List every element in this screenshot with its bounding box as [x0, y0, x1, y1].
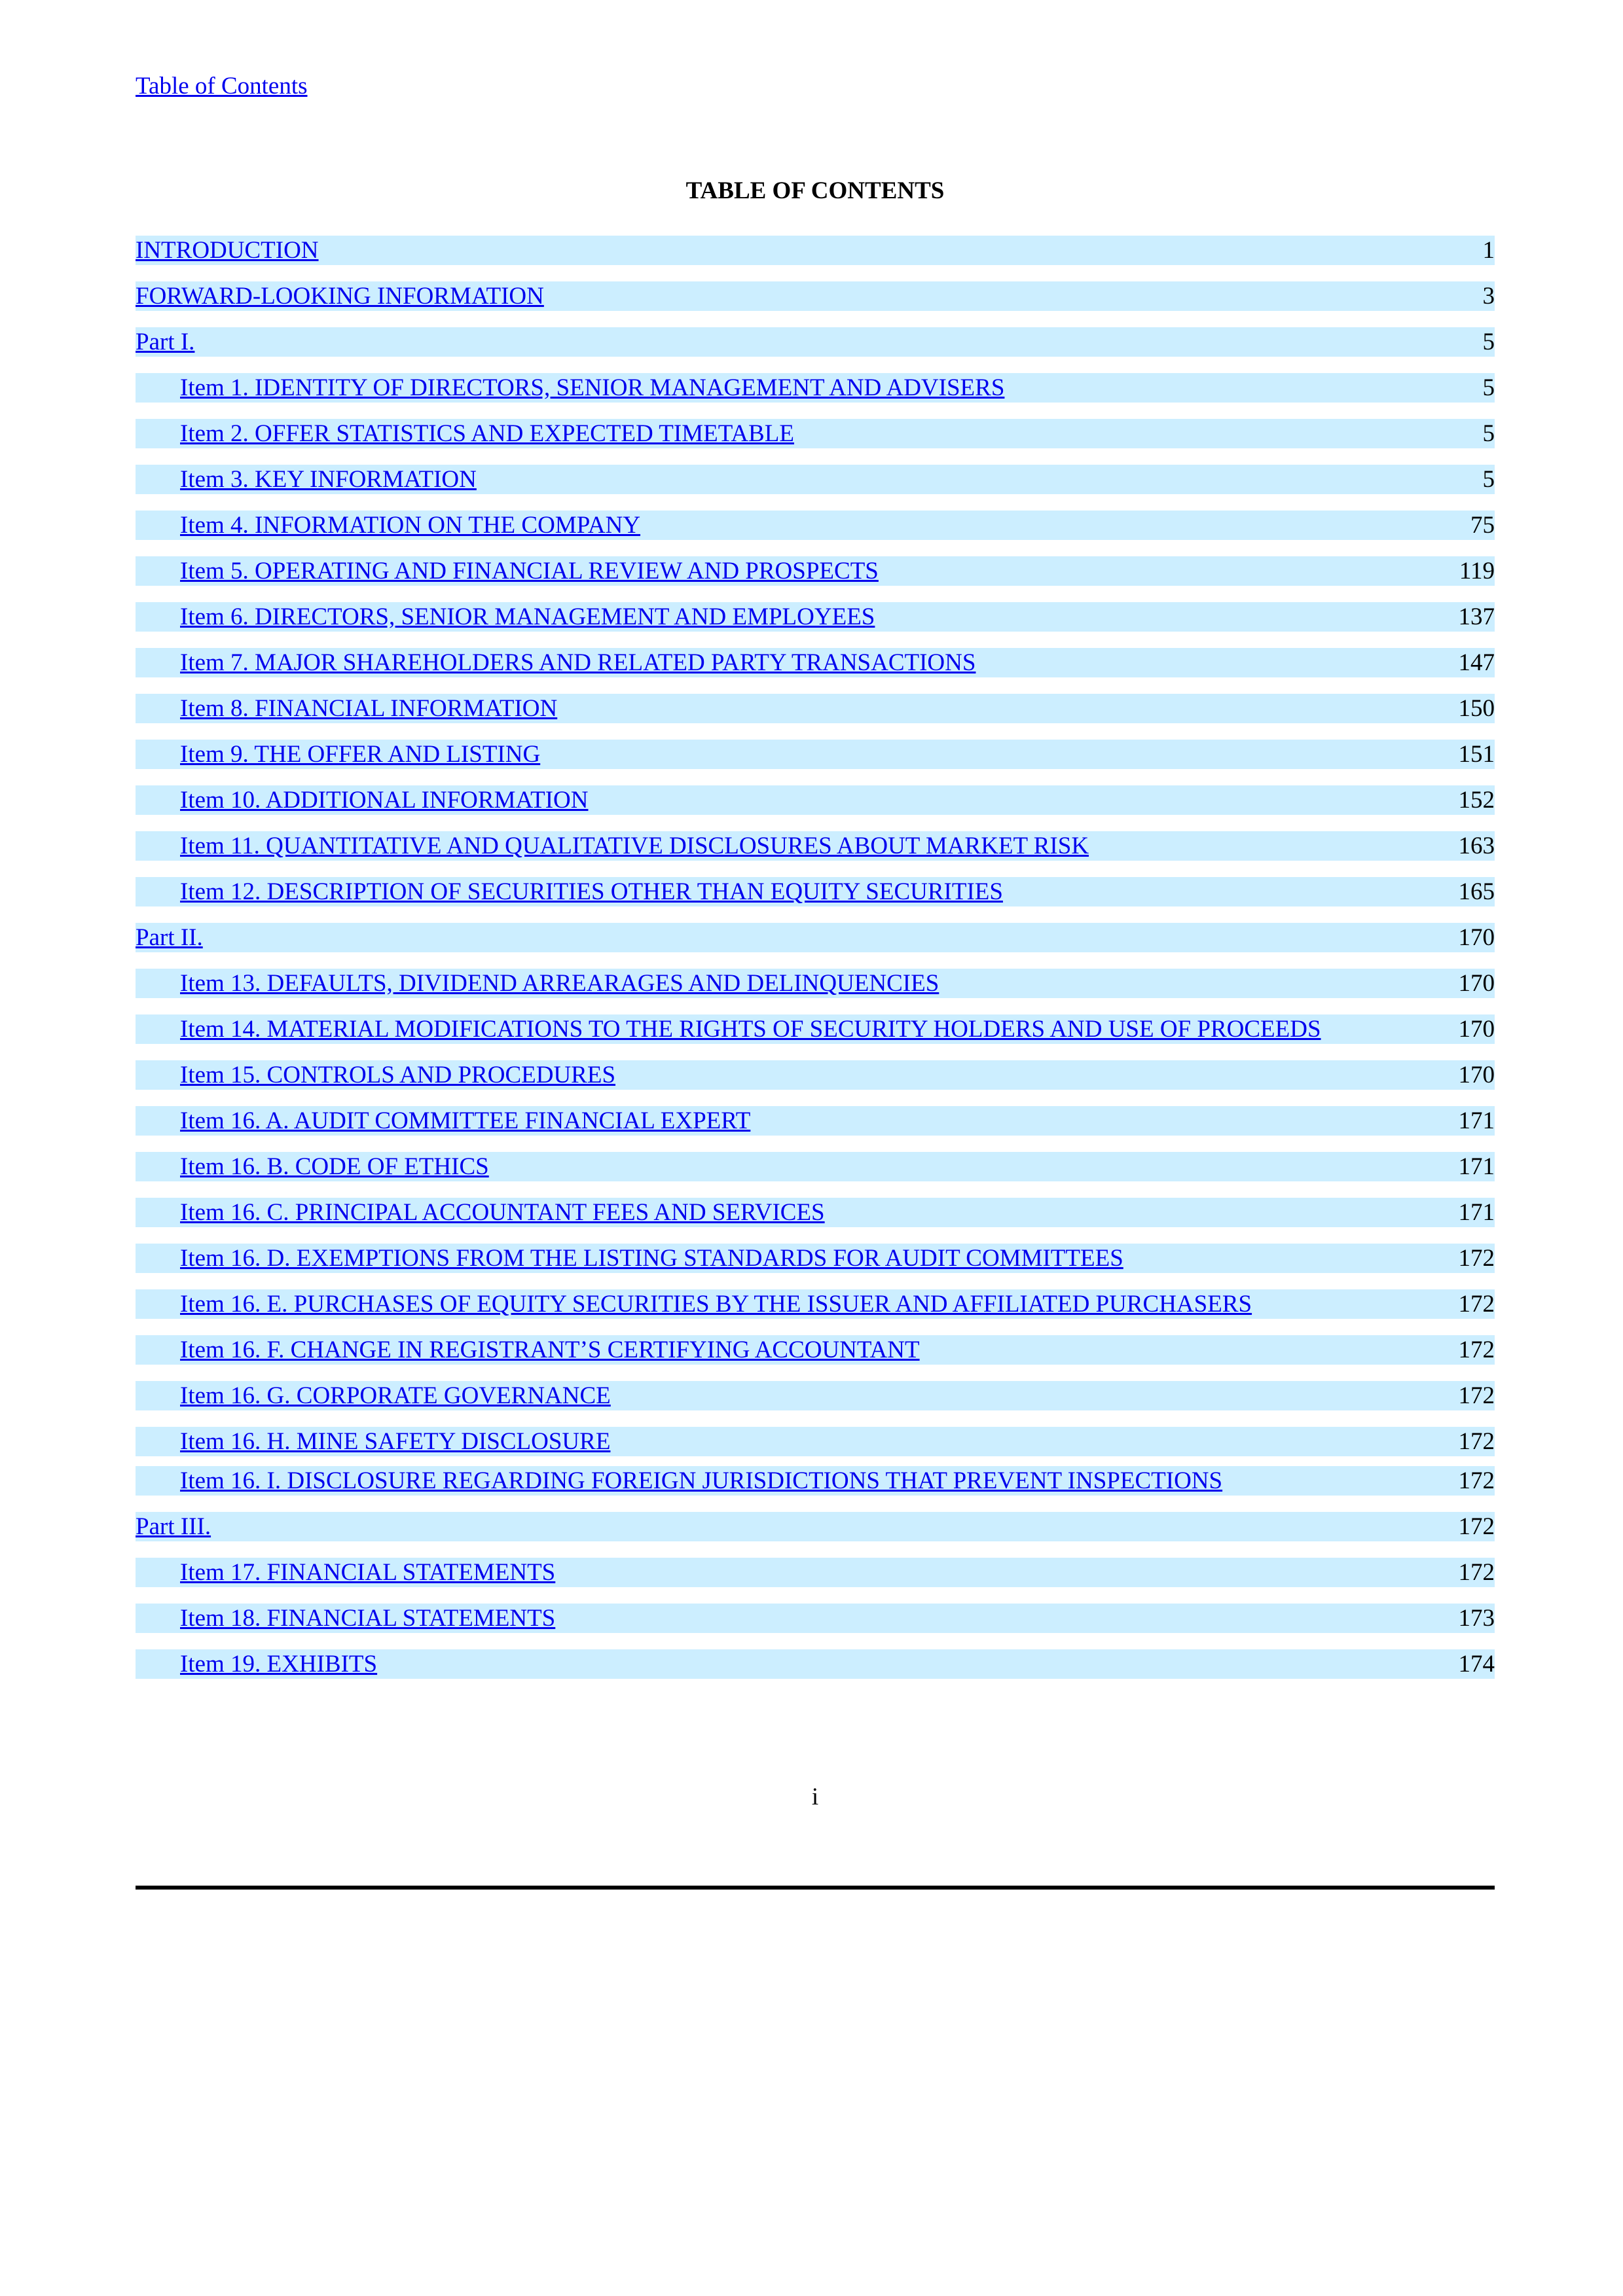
toc-page-number: 151 — [1458, 741, 1495, 768]
toc-page-number: 119 — [1459, 558, 1495, 584]
toc-entry-link[interactable]: Item 6. DIRECTORS, SENIOR MANAGEMENT AND EMPLOYEES — [180, 603, 875, 630]
toc-entry-link[interactable]: Item 16. A. AUDIT COMMITTEE FINANCIAL EXPERT — [180, 1107, 751, 1134]
toc-page-number: 152 — [1458, 787, 1495, 814]
toc-row — [136, 785, 1495, 815]
toc-entry-link[interactable]: Item 4. INFORMATION ON THE COMPANY — [180, 512, 641, 539]
toc-page-number: 171 — [1458, 1107, 1495, 1134]
toc-entry-link[interactable]: Item 2. OFFER STATISTICS AND EXPECTED TIMETABLE — [180, 420, 794, 447]
toc-entry-link[interactable]: Item 5. OPERATING AND FINANCIAL REVIEW AND PROSPECTS — [180, 558, 879, 584]
toc-page-number: 165 — [1458, 878, 1495, 905]
toc-page-number: 147 — [1458, 649, 1495, 676]
toc-entry-link[interactable]: Item 1. IDENTITY OF DIRECTORS, SENIOR MANAGEMENT AND ADVISERS — [180, 374, 1005, 401]
toc-row — [136, 1152, 1495, 1181]
toc-row — [136, 556, 1495, 586]
toc-row — [136, 465, 1495, 494]
toc-row — [136, 740, 1495, 769]
toc-page-number: 5 — [1482, 329, 1495, 355]
toc-entry-link[interactable]: Item 12. DESCRIPTION OF SECURITIES OTHER THAN EQUITY SECURITIES — [180, 878, 1003, 905]
toc-row — [136, 648, 1495, 677]
toc-row — [136, 923, 1495, 952]
toc-page-number: 170 — [1458, 1062, 1495, 1088]
toc-row — [136, 281, 1495, 311]
toc-row — [136, 602, 1495, 632]
toc-entry-link[interactable]: Item 16. H. MINE SAFETY DISCLOSURE — [180, 1428, 611, 1455]
toc-entry-link[interactable]: Part II. — [136, 924, 203, 951]
toc-page-number: 5 — [1482, 374, 1495, 401]
toc-entry-link[interactable]: Part I. — [136, 329, 195, 355]
toc-page-number: 1 — [1482, 237, 1495, 264]
toc-row — [136, 1649, 1495, 1679]
toc-entry-link[interactable]: Item 16. D. EXEMPTIONS FROM THE LISTING STANDARDS FOR AUDIT COMMITTEES — [180, 1245, 1123, 1272]
toc-page-number: 173 — [1458, 1605, 1495, 1632]
toc-entry-link[interactable]: Item 8. FINANCIAL INFORMATION — [180, 695, 558, 722]
page-number: i — [811, 1784, 819, 1810]
toc-entry-link[interactable]: Item 16. B. CODE OF ETHICS — [180, 1153, 489, 1180]
toc-page-number: 3 — [1482, 283, 1495, 310]
toc-row — [136, 1060, 1495, 1090]
toc-row — [136, 236, 1495, 265]
toc-page-number: 172 — [1458, 1513, 1495, 1540]
toc-row — [136, 1244, 1495, 1273]
toc-row — [136, 1427, 1495, 1456]
toc-row — [136, 1289, 1495, 1319]
toc-entry-link[interactable]: Part III. — [136, 1513, 211, 1540]
toc-row — [136, 694, 1495, 723]
toc-page-number: 150 — [1458, 695, 1495, 722]
toc-row — [136, 831, 1495, 861]
toc-entry-link[interactable]: Item 16. I. DISCLOSURE REGARDING FOREIGN JURISDICTIONS THAT PREVENT INSPECTIONS — [180, 1467, 1223, 1494]
toc-entry-link[interactable]: Item 16. E. PURCHASES OF EQUITY SECURITIES BY THE ISSUER AND AFFILIATED PURCHASERS — [180, 1291, 1252, 1318]
toc-page-number: 172 — [1458, 1467, 1495, 1494]
toc-page-number: 171 — [1458, 1153, 1495, 1180]
toc-entry-link[interactable]: FORWARD-LOOKING INFORMATION — [136, 283, 544, 310]
toc-entry-link[interactable]: Item 9. THE OFFER AND LISTING — [180, 741, 541, 768]
toc-entry-link[interactable]: Item 16. C. PRINCIPAL ACCOUNTANT FEES AND SERVICES — [180, 1199, 825, 1226]
toc-row — [136, 1512, 1495, 1541]
toc-row — [136, 419, 1495, 448]
toc-page-number: 75 — [1470, 512, 1495, 539]
toc-entry-link[interactable]: Item 15. CONTROLS AND PROCEDURES — [180, 1062, 616, 1088]
toc-row — [136, 327, 1495, 357]
toc-row — [136, 1604, 1495, 1633]
toc-row — [136, 1466, 1495, 1496]
toc-page-number: 172 — [1458, 1382, 1495, 1409]
toc-page-number: 170 — [1458, 924, 1495, 951]
toc-entry-link[interactable]: Item 16. F. CHANGE IN REGISTRANT’S CERTIFYING ACCOUNTANT — [180, 1336, 920, 1363]
toc-entry-link[interactable]: Item 10. ADDITIONAL INFORMATION — [180, 787, 589, 814]
toc-page-number: 172 — [1458, 1245, 1495, 1272]
toc-entry-link[interactable]: Item 14. MATERIAL MODIFICATIONS TO THE RIGHTS OF SECURITY HOLDERS AND USE OF PROCEEDS — [180, 1016, 1321, 1043]
toc-page-number: 172 — [1458, 1336, 1495, 1363]
toc-page-number: 170 — [1458, 970, 1495, 997]
toc-entry-link[interactable]: Item 13. DEFAULTS, DIVIDEND ARREARAGES AND DELINQUENCIES — [180, 970, 939, 997]
toc-page-number: 5 — [1482, 466, 1495, 493]
toc-entry-link[interactable]: INTRODUCTION — [136, 237, 319, 264]
bottom-divider — [136, 1886, 1495, 1890]
toc-entry-link[interactable]: Item 3. KEY INFORMATION — [180, 466, 477, 493]
toc-row — [136, 1381, 1495, 1410]
toc-page-number: 172 — [1458, 1559, 1495, 1586]
toc-row — [136, 1558, 1495, 1587]
toc-page-number: 172 — [1458, 1428, 1495, 1455]
toc-entry-link[interactable]: Item 16. G. CORPORATE GOVERNANCE — [180, 1382, 611, 1409]
toc-entry-link[interactable]: Item 19. EXHIBITS — [180, 1651, 378, 1677]
toc-entry-link[interactable]: Item 7. MAJOR SHAREHOLDERS AND RELATED PARTY TRANSACTIONS — [180, 649, 976, 676]
toc-row — [136, 1106, 1495, 1136]
toc-row — [136, 1014, 1495, 1044]
table-of-contents-link[interactable]: Table of Contents — [136, 73, 308, 99]
toc-page-number: 174 — [1458, 1651, 1495, 1677]
toc-title: TABLE OF CONTENTS — [685, 177, 945, 204]
toc-entry-link[interactable]: Item 18. FINANCIAL STATEMENTS — [180, 1605, 556, 1632]
toc-page-number: 163 — [1458, 833, 1495, 859]
toc-row — [136, 511, 1495, 540]
toc-entry-link[interactable]: Item 11. QUANTITATIVE AND QUALITATIVE DISCLOSURES ABOUT MARKET RISK — [180, 833, 1089, 859]
toc-row — [136, 373, 1495, 403]
toc-page-number: 172 — [1458, 1291, 1495, 1318]
toc-page-number: 137 — [1458, 603, 1495, 630]
toc-page-number: 170 — [1458, 1016, 1495, 1043]
toc-page-number: 5 — [1482, 420, 1495, 447]
toc-row — [136, 877, 1495, 906]
toc-row — [136, 1198, 1495, 1227]
toc-entry-link[interactable]: Item 17. FINANCIAL STATEMENTS — [180, 1559, 556, 1586]
toc-row — [136, 1335, 1495, 1365]
toc-page-number: 171 — [1458, 1199, 1495, 1226]
toc-row — [136, 969, 1495, 998]
